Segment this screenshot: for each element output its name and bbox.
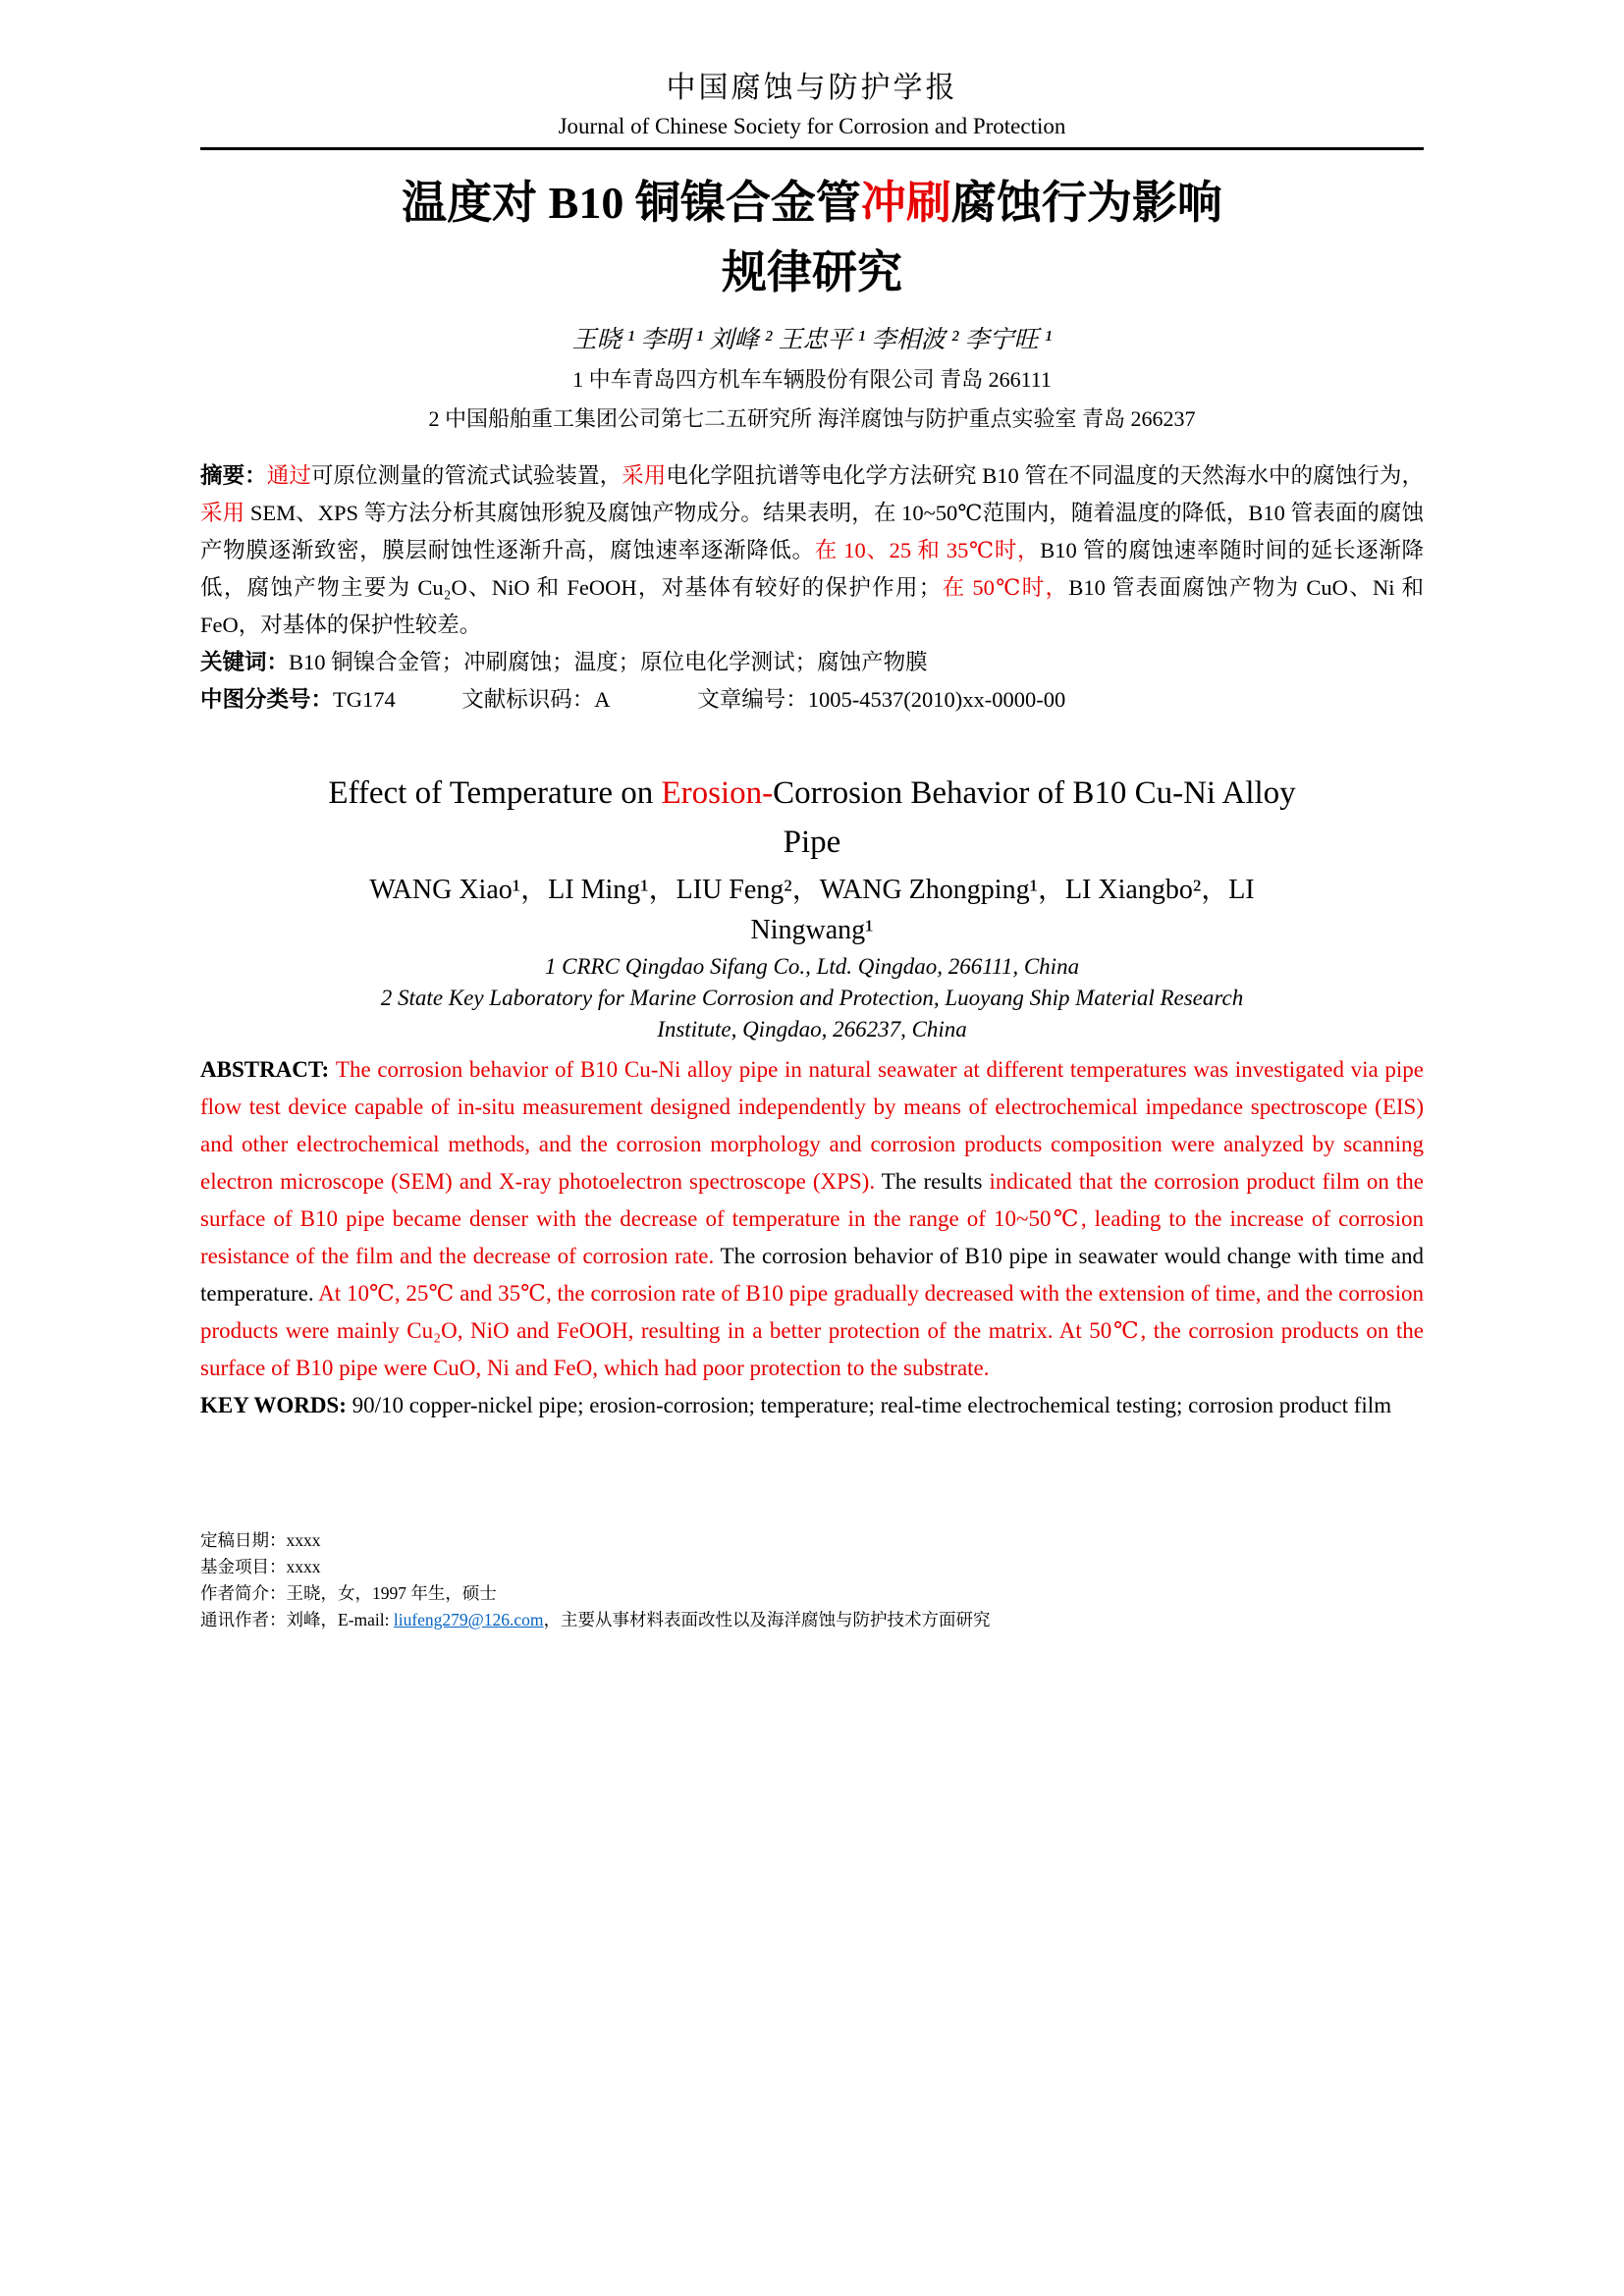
- text-run: TG174 文献标识码：A 文章编号：1005-4537(2010)xx-0000-00: [333, 687, 1066, 713]
- text-run: 采用: [200, 501, 245, 526]
- text-run: 采用: [622, 463, 667, 489]
- text-run: 腐蚀行为影响: [950, 177, 1222, 228]
- text-run: At 10℃, 25℃ and 35℃, the corrosion rate of B10 pipe gradually decreased with the extension of time, and the corrosion products were mainly Cu₂O, NiO and FeOOH, resulting in a better protection of the matrix. At 50℃, the corrosion products on the surface of B10 pipe were CuO, Ni and FeO, which had poor protection to the substrate.: [200, 1281, 1424, 1381]
- text-run: 可原位测量的管流式试验装置，: [310, 463, 623, 489]
- text-run: 摘要：: [200, 463, 267, 489]
- footnote-block: [200, 1527, 1424, 1633]
- journal-title-en: Journal of Chinese Society for Corrosion and Protection: [558, 113, 1066, 138]
- affiliation-en-1: 1 CRRC Qingdao Sifang Co., Ltd. Qingdao, 266111, China: [544, 953, 1080, 979]
- text-run: KEY WORDS:: [200, 1393, 352, 1418]
- paper-title-en: [200, 770, 1424, 867]
- text-run: B10 管的腐蚀速率随时间的延长逐渐降低，腐蚀产物主要为 Cu₂O、NiO 和 FeOOH，对基体有较好的保护作用；: [200, 538, 1424, 601]
- affiliation-zh-2: 2 中国船舶重工集团公司第七二五研究所 海洋腐蚀与防护重点实验室 青岛 266237: [428, 406, 1196, 432]
- footer-fund-line: 基金项目：xxxx: [200, 1557, 321, 1577]
- text-run: B10 铜镍合金管；冲刷腐蚀；温度；原位电化学测试；腐蚀产物膜: [289, 650, 928, 675]
- affiliation-zh-1: 1 中车青岛四方机车车辆股份有限公司 青岛 266111: [572, 367, 1052, 393]
- text-run: 2 State Key Laboratory for Marine Corrosion and Protection, Luoyang Ship Material Research: [380, 985, 1244, 1010]
- text-run: ，主要从事材料表面改性以及海洋腐蚀与防护技术方面研究: [543, 1610, 991, 1630]
- text-run: 通讯作者：刘峰，E-mail:: [200, 1610, 394, 1630]
- text-run: 电化学阻抗谱等电化学方法研究 B10 管在不同温度的天然海水中的腐蚀行为，: [666, 463, 1424, 489]
- text-run: Effect of Temperature on: [328, 775, 662, 812]
- text-run: B10 管表面腐蚀产物为 CuO、Ni 和 FeO，对基体的保护性较差。: [200, 575, 1424, 638]
- text-run: WANG Xiao¹，LI Ming¹，LIU Feng²，WANG Zhongping¹，LI Xiangbo²，LI: [369, 875, 1255, 906]
- text-run: 规律研究: [722, 246, 902, 297]
- text-run: Erosion-: [661, 775, 774, 812]
- text-run: 温度对 B10 铜镍合金管: [402, 177, 861, 228]
- text-run: Ningwang¹: [750, 914, 874, 945]
- affiliation-en-2: [200, 983, 1424, 1045]
- text-run: 在 10、25 和 35℃时，: [814, 538, 1041, 563]
- text-run: 冲刷: [860, 177, 951, 228]
- text-run: 90/10 copper-nickel pipe; erosion-corrosion; temperature; real-time electrochemical testing; corrosion product film: [352, 1393, 1392, 1418]
- text-run: ABSTRACT:: [200, 1057, 336, 1083]
- footer-corresponding-author-line: [200, 1607, 1424, 1633]
- keywords-zh: [200, 644, 1424, 681]
- text-run: Corrosion Behavior of B10 Cu-Ni Alloy: [773, 775, 1296, 812]
- text-run: Institute, Qingdao, 266237, China: [657, 1016, 967, 1041]
- text-run: indicated that the corrosion product film on the surface of B10 pipe became denser with the decrease of temperature in the range of 10~50℃, leading to the increase of corrosion resistance of the film and the decrease of corrosion rate.: [200, 1169, 1425, 1269]
- text-run: SEM、XPS 等方法分析其腐蚀形貌及腐蚀产物成分。结果表明，在 10~50℃范围内，随着温度的降低，B10 管表面的腐蚀产物膜逐渐致密，膜层耐蚀性逐渐升高，腐蚀速率逐渐降低。: [200, 501, 1424, 563]
- text-run: The corrosion behavior of B10 pipe in seawater would change with time and temperature.: [200, 1244, 1424, 1307]
- abstract-zh: [200, 457, 1424, 644]
- authors-zh: 王晓 ¹ 李明 ¹ 刘峰 ² 王忠平 ¹ 李相波 ² 李宁旺 ¹: [571, 327, 1053, 354]
- footer-date-line: 定稿日期：xxxx: [200, 1530, 321, 1551]
- keywords-en: [200, 1387, 1424, 1424]
- text-run: 在 50℃时，: [941, 575, 1069, 601]
- authors-en: [200, 871, 1424, 950]
- text-run: The results: [881, 1169, 990, 1195]
- text-run: 关键词：: [200, 650, 290, 675]
- page-content: [200, 0, 1424, 1633]
- clc-number-line: [200, 681, 1424, 719]
- abstract-en: [200, 1051, 1424, 1387]
- journal-header: [200, 69, 1424, 150]
- paper-title-zh: [200, 168, 1424, 308]
- text-run: The corrosion behavior of B10 Cu-Ni alloy pipe in natural seawater at different temperatures was investigated via pipe flow test device capable of in-situ measurement designed independently by means of electrochemical impedance spectroscope (EIS) and other electrochemical methods, and the corrosion morphology and corrosion products composition were analyzed by scanning electron microscope (SEM) and X-ray photoelectron spectroscope (XPS).: [200, 1057, 1424, 1195]
- text-run: Pipe: [783, 824, 841, 860]
- header-rule: [200, 147, 1424, 150]
- text-run: 中图分类号：: [200, 687, 334, 713]
- journal-title-zh: 中国腐蚀与防护学报: [666, 72, 958, 104]
- text-run: 通过: [266, 463, 311, 489]
- email-link[interactable]: liufeng279@126.com: [393, 1610, 544, 1630]
- footer-author-bio-line: 作者简介：王晓，女，1997 年生，硕士: [200, 1583, 497, 1604]
